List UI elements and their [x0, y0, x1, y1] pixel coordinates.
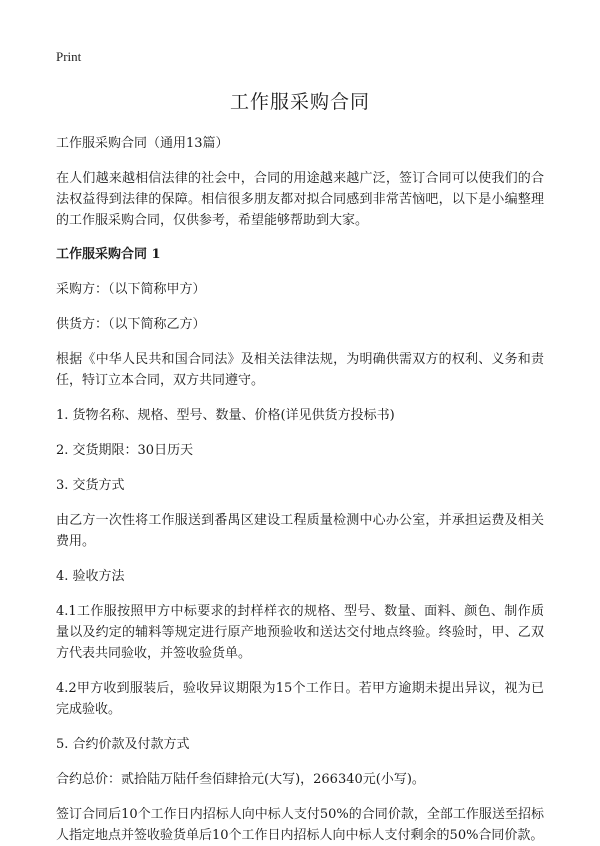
clause-3-body: 由乙方一次性将工作服送到番禺区建设工程质量检测中心办公室，并承担运费及相关费用。 [56, 513, 544, 549]
preamble-paragraph: 根据《中华人民共和国合同法》及相关法律法规，为明确供需双方的权利、义务和责任，特订立本合同，双方共同遵守。 [56, 352, 544, 388]
contract-total: 合约总价：贰拾陆万陆仟叁佰肆拾元(大写)，266340元(小写)。 [56, 772, 425, 787]
clause-4-1: 4.1工作服按照甲方中标要求的封样样衣的规格、型号、数量、面料、颜色、制作质量以及约定的辅料等规定进行原产地预验收和送达交付地点终验。终验时，甲、乙双方代表共同验收，并签收验货单。 [56, 604, 544, 661]
clause-4-heading: 4. 验收方法 [56, 569, 125, 584]
clause-5-heading: 5. 合约价款及付款方式 [56, 737, 190, 752]
clause-4-2: 4.2甲方收到服装后，验收异议期限为15个工作日。若甲方逾期未提出异议，视为已完成验收。 [56, 681, 544, 717]
document-title: 工作服采购合同 [229, 91, 370, 113]
supplier-line: 供货方：（以下简称乙方） [56, 317, 206, 332]
document-subtitle: 工作服采购合同（通用13篇） [56, 136, 229, 151]
print-link[interactable]: Print [56, 49, 82, 64]
intro-paragraph: 在人们越来越相信法律的社会中，合同的用途越来越广泛，签订合同可以使我们的合法权益得到法律的保障。相信很多朋友都对拟合同感到非常苦恼吧，以下是小编整理的工作服采购合同，仅供参考，希望能够帮助到大家。 [56, 171, 544, 228]
section-heading: 工作服采购合同 1 [56, 247, 161, 262]
clause-1: 1. 货物名称、规格、型号、数量、价格(详见供货方投标书) [56, 408, 395, 423]
clause-2: 2. 交货期限：30日历天 [56, 443, 194, 458]
payment-terms: 签订合同后10个工作日内招标人向中标人支付50%的合同价款，全部工作服送至招标人指定地点并签收验货单后10个工作日内招标人向中标人支付剩余的50%合同价款。 [56, 807, 544, 843]
buyer-line: 采购方：（以下简称甲方） [56, 282, 206, 297]
clause-3-heading: 3. 交货方式 [56, 478, 125, 493]
